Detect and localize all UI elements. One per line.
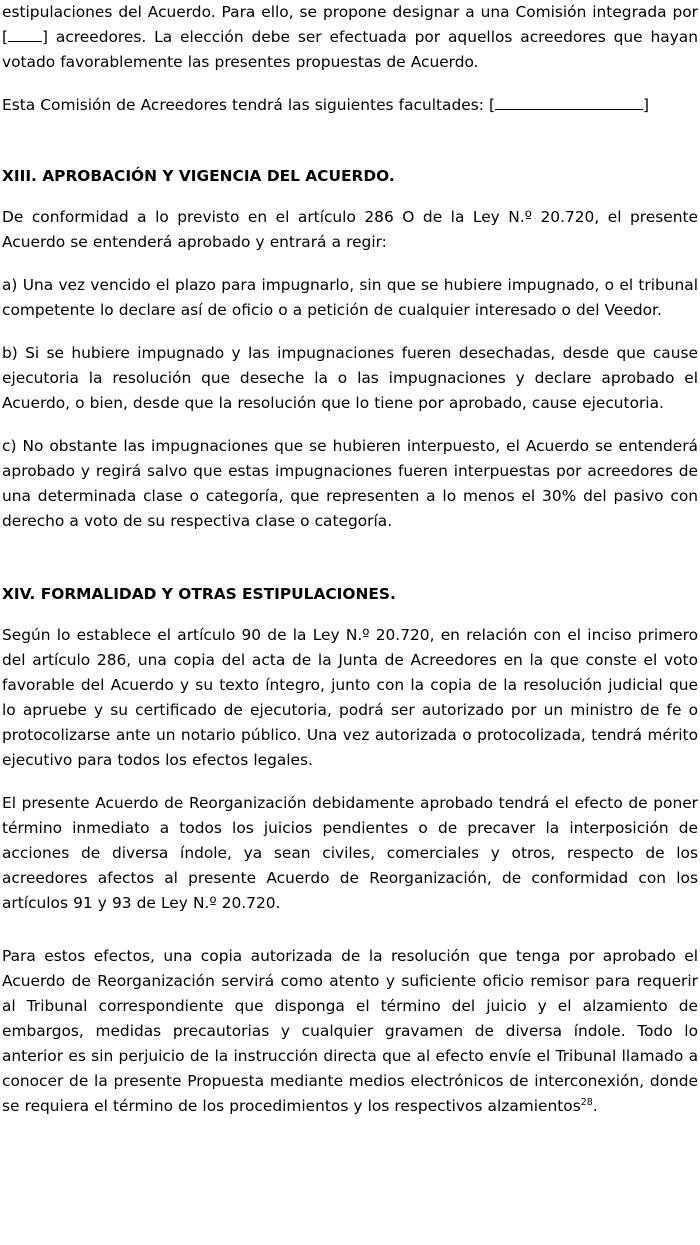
footnote-marker: 28 [580, 1096, 593, 1108]
paragraph-xiii-intro: De conformidad a lo previsto en el artículo 286 O de la Ley N.º 20.720, el presente Acuerdo se entenderá aprobado y entrará a regir: [2, 208, 698, 251]
paragraph-text-after: ] [643, 96, 650, 114]
section-heading-xiii: XIII. APROBACIÓN Y VIGENCIA DEL ACUERDO. [2, 167, 395, 185]
section-heading-xiv: XIV. FORMALIDAD Y OTRAS ESTIPULACIONES. [2, 585, 396, 603]
paragraph-final-text: Para estos efectos, una copia autorizada de la resolución que tenga por aprobado el Acuerdo de Reorganización servirá como atento y suficiente oficio remisor para requerir al Tribunal correspondiente que disponga el término del juicio y el alzamiento de embargos, medidas precautorias y cualquier gravamen de diversa índole. Todo lo anterior es sin perjuicio de la instrucción directa que al efecto envíe el Tribunal llamado a conocer de la presente Propuesta mediante medios electrónicos de interconexión, donde se requiera el término de los procedimientos y los respectivos alzamientos [2, 947, 698, 1115]
fill-in-blank-short [8, 41, 42, 42]
paragraph-xiii-item-a: a) Una vez vencido el plazo para impugnarlo, sin que se hubiere impugnado, o el tribunal competente lo declare así de oficio o a petición de cualquier interesado o del Veedor. [2, 276, 698, 319]
paragraph-final-tail: . [592, 1097, 598, 1115]
paragraph-xiii-item-c: c) No obstante las impugnaciones que se hubieren interpuesto, el Acuerdo se entenderá aprobado y regirá salvo que estas impugnaciones fueren interpuestas por acreedores de una determinada clase o categoría, que representen a lo menos el 30% del pasivo con derecho a voto de su respectiva clase o categoría. [2, 437, 698, 530]
paragraph-comision-integrada [2, 0, 698, 75]
fill-in-blank-long [495, 109, 643, 110]
paragraph-text-after: ] acreedores. La elección debe ser efectuada por aquellos acreedores que hayan votado favorablemente las presentes propuestas de Acuerdo. [2, 28, 698, 71]
paragraph-xiv-2: El presente Acuerdo de Reorganización debidamente aprobado tendrá el efecto de poner término inmediato a todos los juicios pendientes o de precaver la interposición de acciones de diversa índole, ya sean civiles, comerciales y otros, respecto de los acreedores afectos al presente Acuerdo de Reorganización, de conformidad con los artículos 91 y 93 de Ley N.º 20.720. [2, 794, 698, 912]
paragraph-text-before: estipulaciones del Acuerdo. Para ello, se propone designar a una Comisión integrada por [ [2, 3, 698, 46]
paragraph-xiii-item-b: b) Si se hubiere impugnado y las impugnaciones fueren desechadas, desde que cause ejecutoria la resolución que deseche la o las impugnaciones y declare aprobado el Acuerdo, o bien, desde que la resolución que lo tiene por aprobado, cause ejecutoria. [2, 344, 698, 412]
paragraph-xiv-final [2, 944, 698, 1119]
paragraph-facultades [2, 93, 698, 118]
paragraph-xiv-1: Según lo establece el artículo 90 de la Ley N.º 20.720, en relación con el inciso primero del artículo 286, una copia del acta de la Junta de Acreedores en la que conste el voto favorable del Acuerdo y su texto íntegro, junto con la copia de la resolución judicial que lo apruebe y su certificado de ejecutoria, podrá ser autorizado por un ministro de fe o protocolizarse ante un notario público. Una vez autorizada o protocolizada, tendrá mérito ejecutivo para todos los efectos legales. [2, 626, 698, 769]
paragraph-text-before: Esta Comisión de Acreedores tendrá las siguientes facultades: [ [2, 96, 495, 114]
paragraph-spacer [2, 934, 698, 944]
